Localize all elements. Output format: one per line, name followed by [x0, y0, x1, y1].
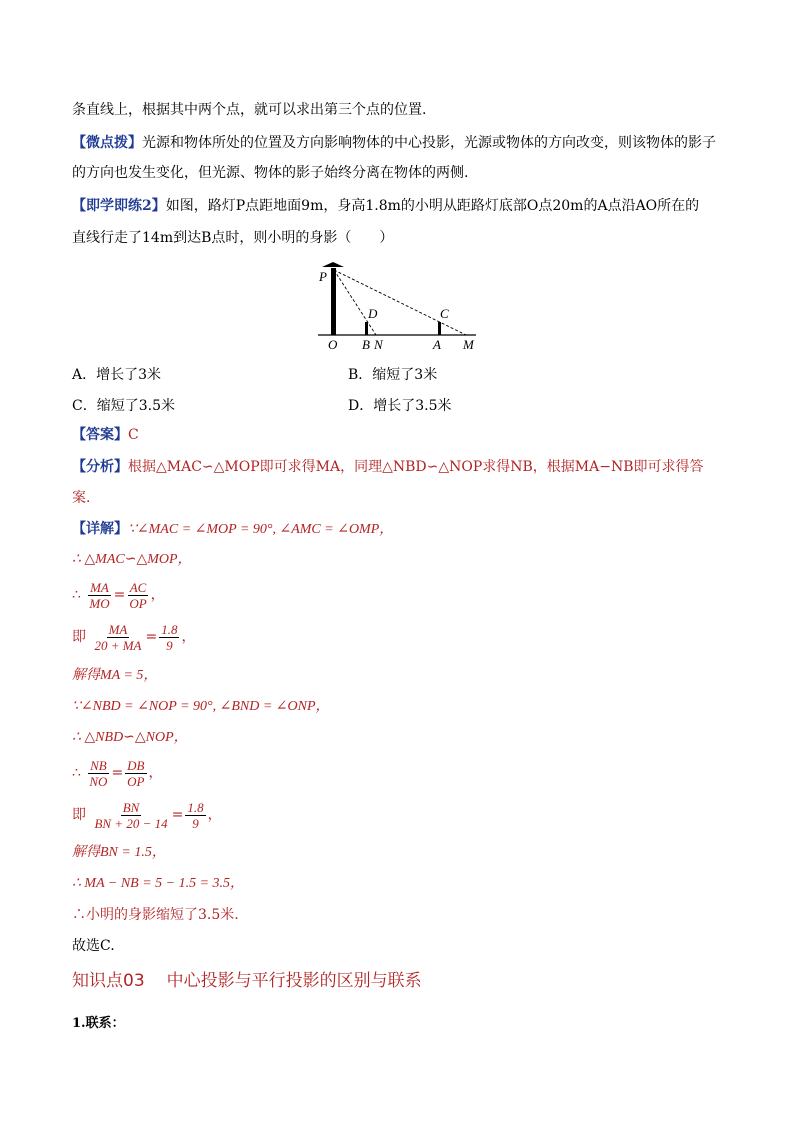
- tip-line-1: [72, 133, 716, 153]
- option-d: D．增长了3.5米: [348, 398, 452, 414]
- fraction-bn-expr: [92, 800, 169, 831]
- subsection-title: 1.联系：: [72, 1016, 125, 1031]
- frac-num: 1.8: [187, 799, 204, 815]
- answer-tag: 【答案】: [72, 427, 128, 443]
- problem-text-1: 如图，路灯P点距地面9m，身高1.8m的小明从距路灯底部O点20m的A点沿AO所在的: [165, 198, 700, 214]
- section-heading: [72, 966, 422, 991]
- fraction-18-9b: [185, 800, 205, 831]
- tip-text-1: 光源和物体所处的位置及方向影响物体的中心投影，光源或物体的方向改变，则该物体的影子: [142, 135, 716, 151]
- therefore-symbol: ∴: [72, 587, 81, 603]
- detail-step-12: ∴小明的身影缩短了3.5米.: [72, 907, 239, 923]
- frac-num: BN: [122, 799, 140, 815]
- ray-to-n: [334, 270, 376, 335]
- frac-den: NO: [89, 773, 108, 789]
- frac-den: 9: [192, 815, 199, 831]
- therefore-symbol: ∴: [72, 765, 81, 781]
- detail-step-1: ∵∠MAC = ∠MOP = 90°, ∠AMC = ∠OMP，: [128, 522, 394, 537]
- detail-step-13: 故选C.: [72, 938, 115, 954]
- punct: ，: [207, 807, 222, 823]
- frac-num: MA: [90, 579, 109, 595]
- section-number: 知识点03: [72, 971, 145, 991]
- tip-line-2: 的方向也发生变化，但光源、物体的影子始终分离在物体的两侧.: [72, 165, 469, 181]
- detail-step-3: [72, 578, 165, 612]
- lamp-post: [331, 268, 336, 335]
- fraction-18-9: [159, 622, 179, 653]
- equals-sign: =: [113, 587, 126, 603]
- analysis-text-1: 根据△MAC∽△MOP即可求得MA，同理△NBD∽△NOP求得NB，根据MA−NB即可求得答: [128, 459, 704, 475]
- frac-num: 1.8: [161, 621, 178, 637]
- frac-den: 9: [166, 637, 173, 653]
- option-c: C．缩短了3.5米: [72, 398, 175, 414]
- ray-to-m: [334, 270, 466, 335]
- intro-text: 条直线上，根据其中两个点，就可以求出第三个点的位置.: [72, 102, 427, 118]
- frac-num: AC: [129, 579, 147, 595]
- person-at-b: [365, 322, 368, 335]
- person-at-a: [438, 322, 441, 335]
- label-n: N: [374, 337, 383, 352]
- analysis-line-1: [72, 457, 704, 477]
- equals-sign: =: [171, 807, 184, 823]
- punct: ，: [148, 765, 163, 781]
- option-a: A．增长了3米: [72, 367, 162, 383]
- detail-step-8: [72, 756, 163, 790]
- frac-num: MA: [108, 621, 128, 637]
- frac-den: BN + 20 − 14: [94, 815, 168, 831]
- answer-value: C: [128, 427, 139, 443]
- label-a: A: [433, 337, 441, 352]
- namely-prefix: 即: [72, 807, 86, 823]
- punct: ，: [181, 629, 196, 645]
- tip-tag: 【微点拨】: [72, 135, 142, 151]
- fraction-ac-op: [127, 580, 148, 611]
- namely-prefix: 即: [72, 629, 86, 645]
- option-b: B．缩短了3米: [348, 367, 438, 383]
- analysis-tag: 【分析】: [72, 459, 128, 475]
- detail-step-9: [72, 798, 222, 832]
- fraction-db-op: [125, 758, 146, 789]
- problem-tag: 【即学即练2】: [72, 198, 166, 214]
- label-b: B: [362, 337, 370, 352]
- detail-step-4: [72, 620, 195, 654]
- detail-tag: 【详解】: [72, 521, 128, 537]
- frac-num: DB: [127, 757, 145, 773]
- punct: ，: [150, 587, 165, 603]
- analysis-line-2: 案.: [72, 490, 91, 506]
- section-title: 中心投影与平行投影的区别与联系: [166, 971, 422, 991]
- frac-den: 20 + MA: [94, 637, 142, 653]
- detail-line-1: [72, 519, 393, 540]
- fraction-ma-20ma: [92, 622, 143, 653]
- equals-sign: =: [145, 629, 158, 645]
- detail-step-11: ∴ MA − NB = 5 − 1.5 = 3.5，: [72, 876, 245, 891]
- frac-den: OP: [129, 595, 147, 611]
- lamp-head-icon: [322, 262, 344, 267]
- label-c: C: [440, 306, 449, 321]
- fraction-ma-mo: [87, 580, 111, 611]
- frac-num: NB: [90, 757, 107, 773]
- frac-den: MO: [89, 595, 110, 611]
- detail-step-6: ∵∠NBD = ∠NOP = 90°, ∠BND = ∠ONP，: [72, 699, 330, 714]
- label-d: D: [368, 306, 378, 321]
- detail-step-10: 解得BN = 1.5，: [72, 845, 166, 860]
- answer-line: [72, 425, 139, 445]
- equals-sign: =: [111, 765, 124, 781]
- detail-step-5: 解得MA = 5，: [72, 668, 158, 683]
- detail-step-7: ∴ △NBD∽△NOP，: [72, 730, 188, 745]
- problem-line-1: [72, 196, 699, 216]
- label-p: P: [319, 269, 327, 284]
- frac-den: OP: [127, 773, 145, 789]
- problem-line-2: 直线行走了14m到达B点时，则小明的身影（ ）: [72, 230, 394, 246]
- label-m: M: [463, 337, 474, 352]
- fraction-nb-no: [87, 758, 109, 789]
- lamp-shadow-figure: [310, 258, 490, 354]
- label-o: O: [328, 337, 338, 352]
- detail-step-2: ∴ △MAC∽△MOP，: [72, 552, 192, 567]
